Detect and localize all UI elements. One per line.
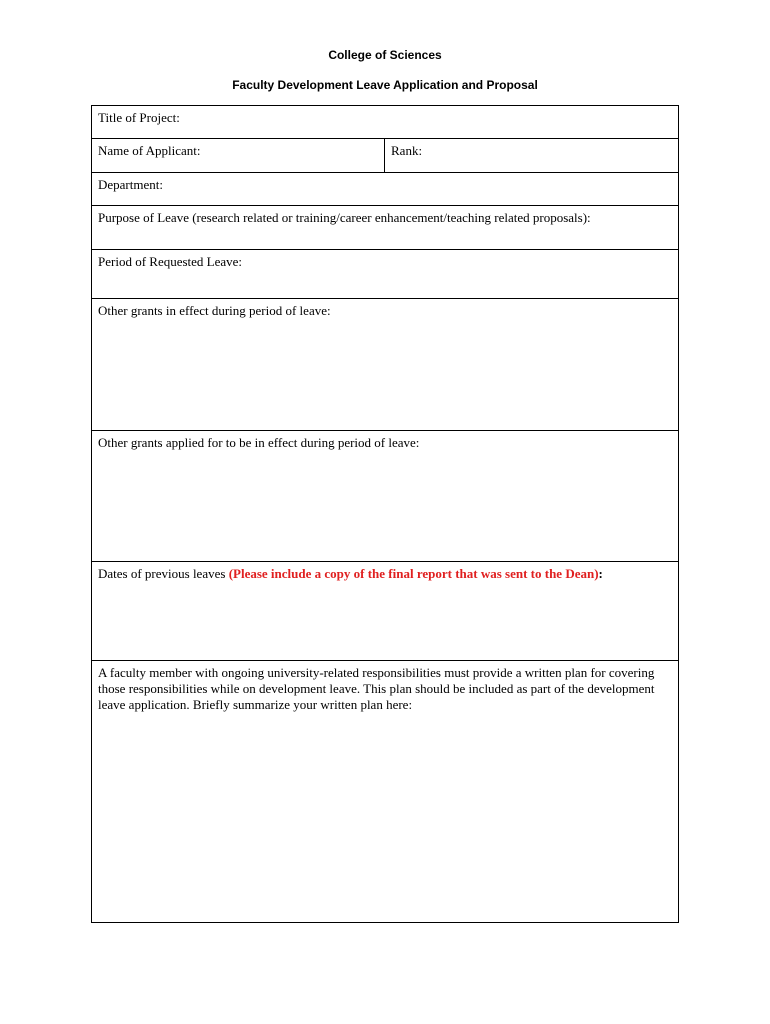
rank-label: Rank: bbox=[391, 143, 423, 158]
purpose-of-leave-label: Purpose of Leave (research related or training/career enhancement/teaching related proposals): bbox=[98, 210, 591, 225]
written-plan-instructions: A faculty member with ongoing university-related responsibilities must provide a written plan for covering those responsibilities while on development leave. This plan should be included as part of the development leave application. Briefly summarize your written plan here: bbox=[98, 665, 655, 712]
purpose-of-leave-field[interactable] bbox=[92, 206, 679, 249]
row-other-grants-in-effect bbox=[92, 299, 679, 431]
title-of-project-field[interactable] bbox=[92, 106, 679, 138]
previous-leaves-label: Dates of previous leaves bbox=[98, 566, 229, 581]
form-title: Faculty Development Leave Application and Proposal bbox=[232, 78, 538, 92]
previous-leaves-colon: : bbox=[598, 566, 603, 581]
previous-leaves-note: (Please include a copy of the final report that was sent to the Dean) bbox=[228, 566, 599, 581]
other-grants-applied-field[interactable] bbox=[92, 431, 679, 561]
previous-leaves-field[interactable] bbox=[92, 562, 679, 660]
period-of-leave-field[interactable] bbox=[92, 250, 679, 298]
row-previous-leaves bbox=[92, 562, 679, 661]
period-of-leave-label: Period of Requested Leave: bbox=[98, 254, 243, 269]
college-title: College of Sciences bbox=[328, 48, 442, 62]
name-of-applicant-label: Name of Applicant: bbox=[98, 143, 201, 158]
row-purpose-of-leave bbox=[92, 206, 679, 250]
title-of-project-label: Title of Project: bbox=[98, 110, 180, 125]
row-other-grants-applied bbox=[92, 431, 679, 562]
other-grants-in-effect-field[interactable] bbox=[92, 299, 679, 430]
row-name-rank bbox=[92, 139, 679, 173]
other-grants-in-effect-label: Other grants in effect during period of leave: bbox=[98, 303, 331, 318]
department-label: Department: bbox=[98, 177, 163, 192]
department-field[interactable] bbox=[92, 173, 679, 205]
name-of-applicant-field[interactable] bbox=[92, 139, 385, 172]
row-title-of-project bbox=[92, 106, 679, 139]
row-written-plan bbox=[92, 661, 679, 923]
written-plan-field[interactable] bbox=[92, 661, 679, 922]
other-grants-applied-label: Other grants applied for to be in effect during period of leave: bbox=[98, 435, 420, 450]
rank-field[interactable] bbox=[385, 139, 679, 172]
row-period-of-leave bbox=[92, 250, 679, 299]
application-form-table bbox=[91, 105, 679, 923]
row-department bbox=[92, 173, 679, 206]
